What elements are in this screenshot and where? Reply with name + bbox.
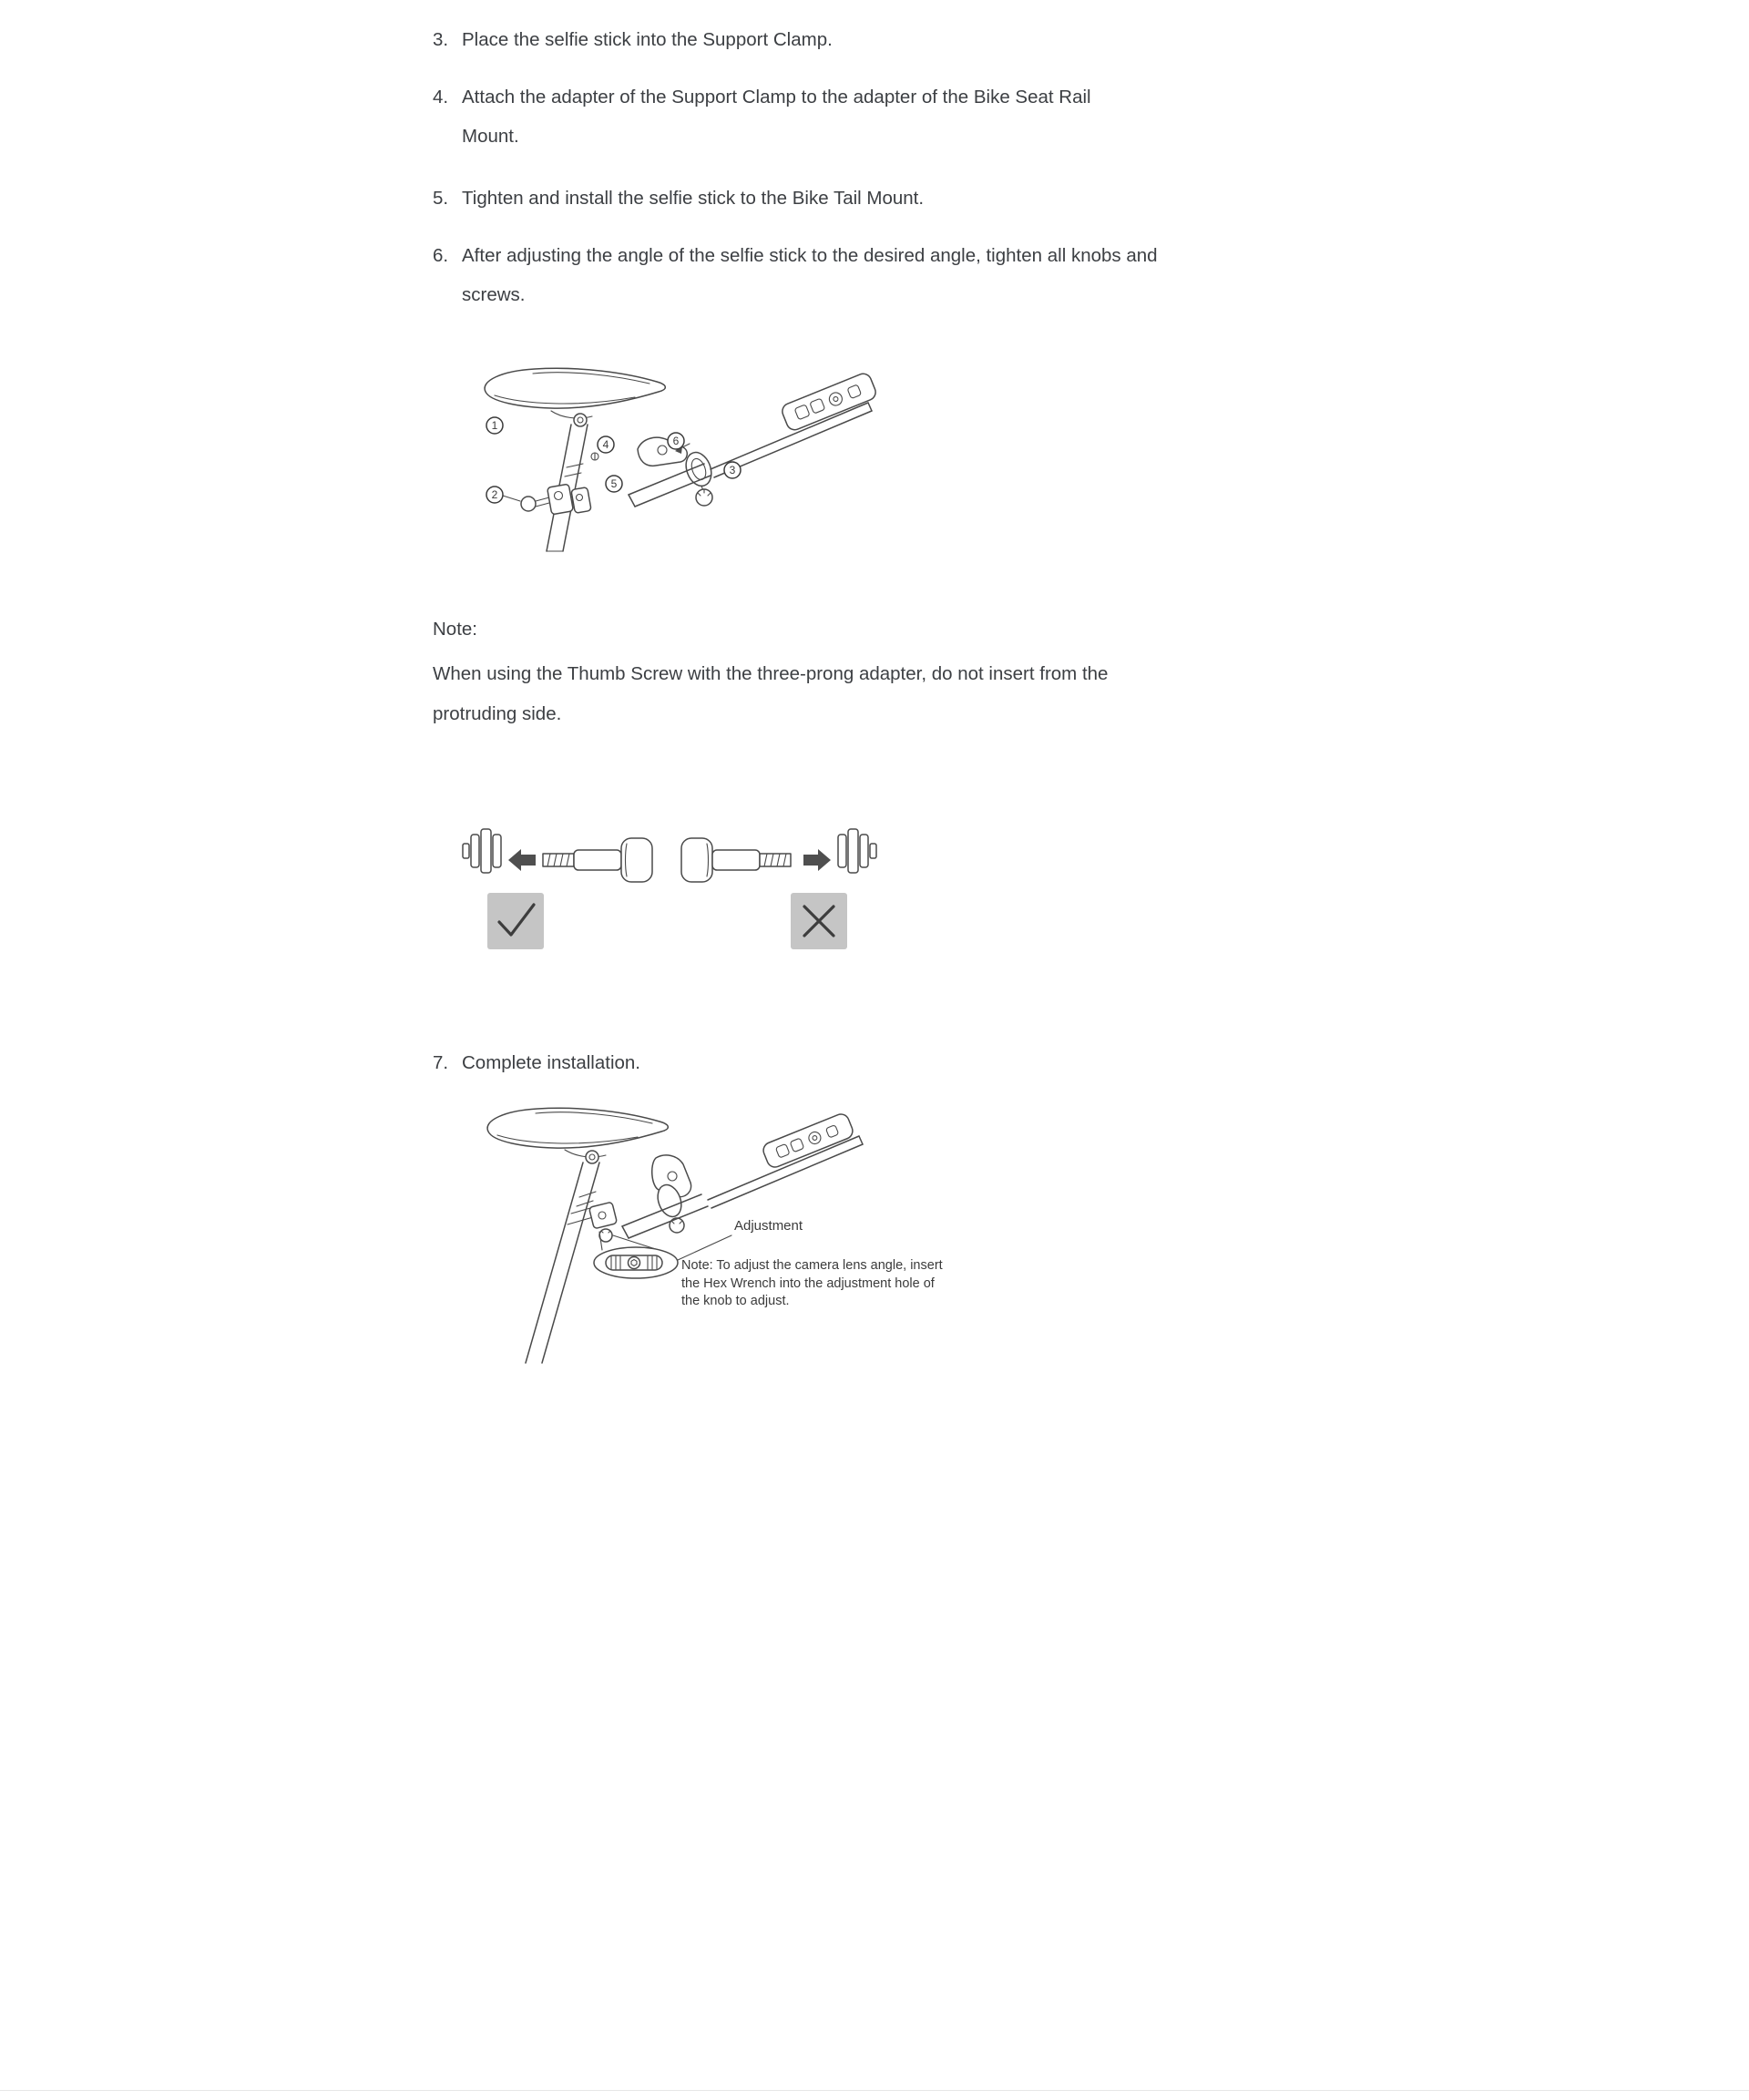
correct-check-icon — [487, 893, 544, 949]
bike-saddle-drawing — [485, 368, 665, 408]
complete-installation-diagram — [469, 1099, 925, 1377]
step-item-5 — [433, 179, 924, 218]
remote-control-drawing — [780, 372, 878, 433]
step-text: Attach the adapter of the Support Clamp to the adapter of the Bike Seat Rail Mount. — [462, 87, 1091, 147]
step-text: Complete installation. — [462, 1052, 640, 1073]
adjustment-label: Adjustment — [734, 1218, 803, 1234]
svg-text:3: 3 — [729, 464, 736, 476]
thumb-screw-correct-icon — [543, 838, 652, 882]
step-number: 4. — [433, 87, 449, 108]
callout-4 — [598, 436, 614, 453]
svg-text:1: 1 — [491, 419, 498, 432]
note-body: When using the Thumb Screw with the three-prong adapter, do not insert from the protruding side. — [433, 663, 1109, 724]
adjustment-note-line: the Hex Wrench into the adjustment hole of — [681, 1275, 935, 1291]
step-text: After adjusting the angle of the selfie stick to the desired angle, tighten all knobs and screws. — [462, 245, 1158, 305]
step-number: 7. — [433, 1052, 449, 1073]
step-number: 6. — [433, 245, 449, 266]
insert-direction-left-arrow — [508, 849, 536, 871]
thumb-screw-incorrect-icon — [681, 838, 791, 882]
step-number: 3. — [433, 29, 449, 50]
svg-text:6: 6 — [672, 435, 680, 447]
step-text: Place the selfie stick into the Support Clamp. — [462, 29, 833, 50]
incorrect-x-icon — [791, 893, 847, 949]
step-item-3 — [433, 20, 833, 59]
callout-5 — [606, 476, 622, 492]
svg-text:2: 2 — [491, 488, 498, 501]
adjustment-note-line: Note: To adjust the camera lens angle, insert — [681, 1258, 943, 1273]
bike-seat-rail-mount-drawing — [568, 1202, 618, 1242]
insert-direction-right-arrow — [803, 849, 831, 871]
bike-saddle-drawing — [487, 1108, 668, 1148]
callout-2 — [486, 487, 503, 503]
callout-1 — [486, 417, 503, 434]
step-text: Tighten and install the selfie stick to the Bike Tail Mount. — [462, 188, 925, 209]
adjustment-note-line: the knob to adjust. — [681, 1294, 790, 1308]
bike-seat-rail-mount-drawing — [521, 484, 591, 515]
note-title: Note: — [433, 619, 477, 640]
step-item-7 — [433, 1043, 640, 1082]
three-prong-adapter-icon — [463, 829, 501, 873]
svg-text:4: 4 — [602, 438, 609, 451]
step-number: 5. — [433, 188, 449, 209]
three-prong-adapter-icon — [838, 829, 876, 873]
step-item-6 — [433, 236, 1181, 314]
svg-text:5: 5 — [610, 477, 618, 490]
thumb-screw-direction-diagram — [455, 818, 884, 955]
callout-3 — [724, 462, 741, 478]
callout-6 — [668, 433, 684, 449]
bike-seat-mount-exploded-diagram — [460, 358, 897, 581]
remote-control-drawing — [761, 1111, 854, 1169]
adjustment-note — [681, 1257, 946, 1311]
bottom-divider — [0, 2090, 1749, 2091]
step-item-4 — [433, 77, 1152, 156]
